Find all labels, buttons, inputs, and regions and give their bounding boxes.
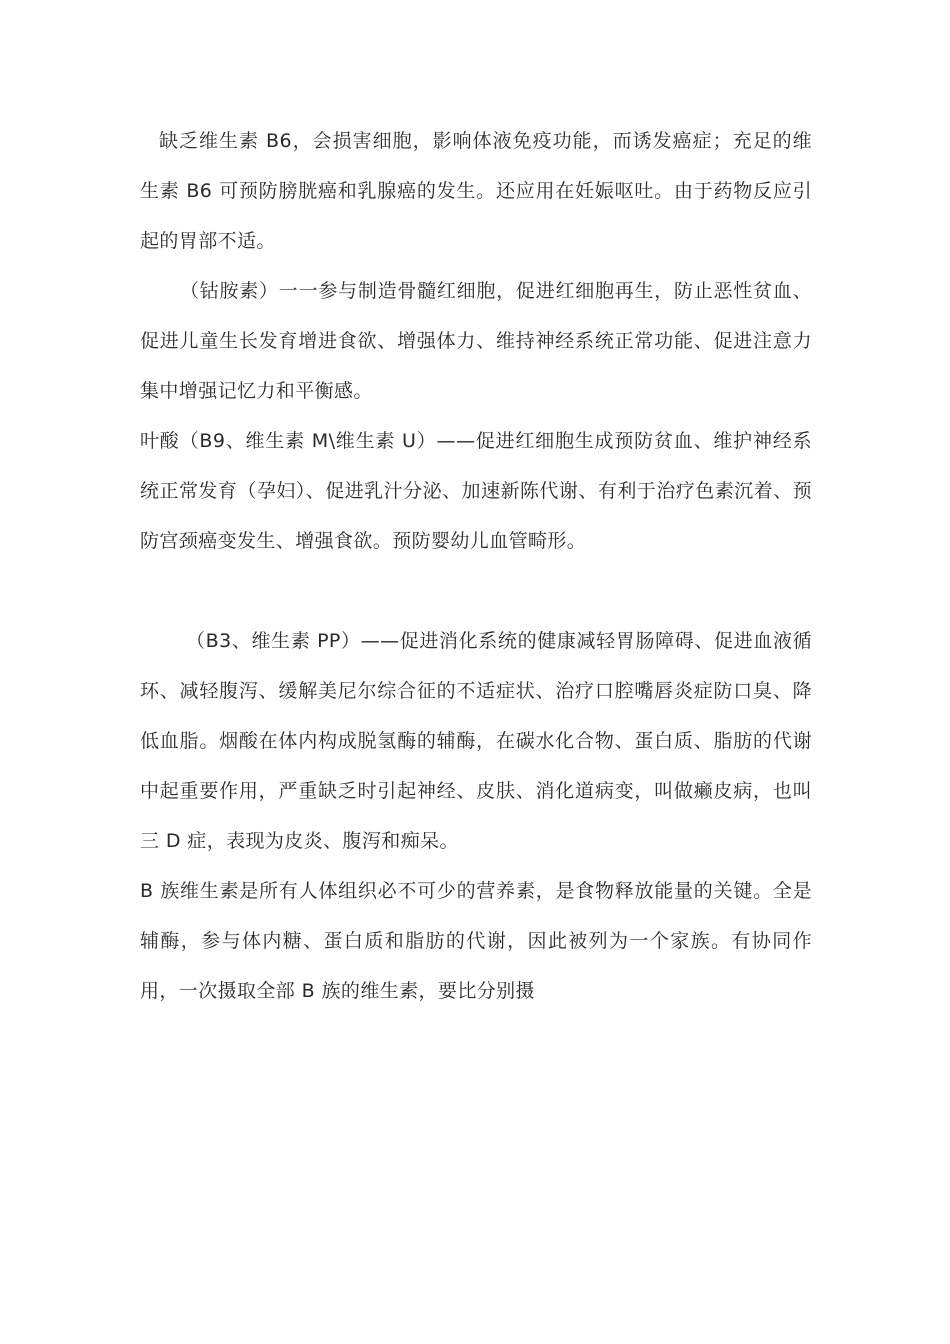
- paragraph-cobalamin: （钴胺素）一一参与制造骨髓红细胞，促进红细胞再生，防止恶性贫血、促进儿童生长发育增进食欲、增强体力、维持神经系统正常功能、促进注意力集中增强记忆力和平衡感。: [140, 280, 812, 402]
- paragraph-vitamin-b6: 缺乏维生素 B6，会损害细胞，影响体液免疫功能，而诱发癌症；充足的维生素 B6 可预防膀胱癌和乳腺癌的发生。还应用在妊娠呕吐。由于药物反应引起的胃部不适。: [140, 130, 812, 252]
- paragraph-folic-acid: 叶酸（B9、维生素 M\维生素 U）——促进红细胞生成预防贫血、维护神经系统正常发育（孕妇）、促进乳汁分泌、加速新陈代谢、有利于治疗色素沉着、预防宫颈癌变发生、增强食欲。预防婴幼儿血管畸形。: [140, 430, 812, 552]
- paragraph-niacin: （B3、维生素 PP）——促进消化系统的健康减轻胃肠障碍、促进血液循环、减轻腹泻、缓解美尼尔综合征的不适症状、治疗口腔嘴唇炎症防口臭、降低血脂。烟酸在体内构成脱氢酶的辅酶，在碳水化合物、蛋白质、脂肪的代谢中起重要作用，严重缺乏时引起神经、皮肤、消化道病变，叫做癞皮病，也叫三 D 症，表现为皮炎、腹泻和痴呆。: [140, 630, 812, 852]
- paragraph-b-complex: B 族维生素是所有人体组织必不可少的营养素，是食物释放能量的关键。全是辅酶，参与体内糖、蛋白质和脂肪的代谢，因此被列为一个家族。有协同作用，一次摄取全部 B 族的维生素，要比分别摄: [140, 880, 812, 1002]
